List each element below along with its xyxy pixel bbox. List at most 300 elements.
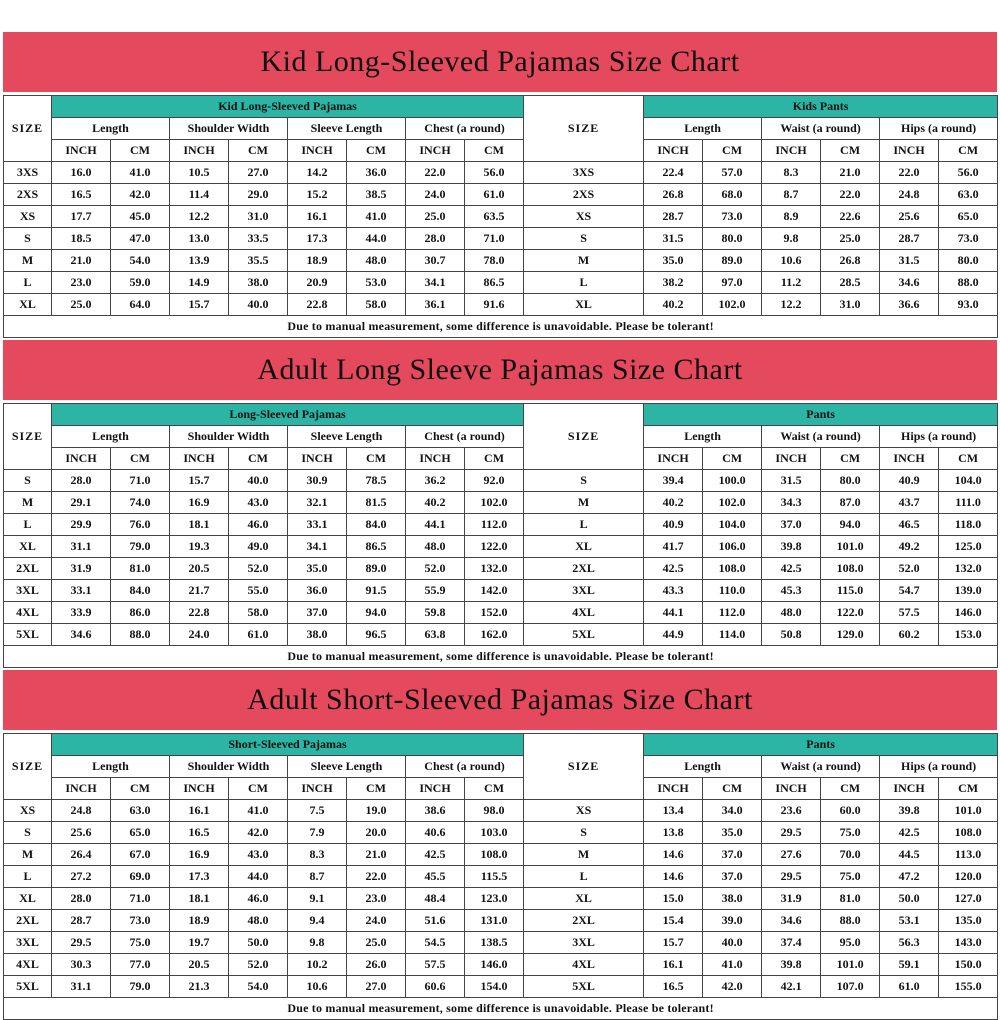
- row-size-label: L: [4, 272, 52, 294]
- measurement-value: 28.7: [52, 910, 111, 932]
- measurement-value: 78.5: [347, 470, 406, 492]
- unit-header-cm: CM: [465, 448, 524, 470]
- row-size-label: 4XL: [4, 954, 52, 976]
- measurement-value: 42.0: [703, 976, 762, 998]
- measurement-value: 56.0: [939, 162, 998, 184]
- header-row-measures: [4, 118, 998, 140]
- header-row-units: [4, 140, 998, 162]
- measurement-value: 55.9: [406, 580, 465, 602]
- measurement-value: 138.5: [465, 932, 524, 954]
- measurement-value: 48.0: [229, 910, 288, 932]
- measurement-value: 24.0: [347, 910, 406, 932]
- measurement-value: 54.7: [880, 580, 939, 602]
- measurement-value: 102.0: [465, 492, 524, 514]
- row-size-label: L: [4, 866, 52, 888]
- size-column-header: SIZE: [524, 96, 644, 162]
- measurement-value: 17.7: [52, 206, 111, 228]
- measurement-value: 52.0: [880, 558, 939, 580]
- measurement-value: 38.5: [347, 184, 406, 206]
- measurement-value: 39.4: [644, 470, 703, 492]
- measurement-value: 42.0: [229, 822, 288, 844]
- measurement-value: 25.0: [406, 206, 465, 228]
- measurement-value: 80.0: [821, 470, 880, 492]
- measurement-value: 8.7: [762, 184, 821, 206]
- row-size-label: S: [524, 470, 644, 492]
- measurement-value: 34.6: [762, 910, 821, 932]
- measurement-value: 39.0: [703, 910, 762, 932]
- measurement-value: 28.0: [52, 888, 111, 910]
- measure-header: Hips (a round): [880, 756, 998, 778]
- measurement-value: 41.0: [111, 162, 170, 184]
- header-row-units: [4, 778, 998, 800]
- measurement-value: 61.0: [229, 624, 288, 646]
- measurement-value: 25.0: [347, 932, 406, 954]
- unit-header-cm: CM: [465, 140, 524, 162]
- measurement-value: 55.0: [229, 580, 288, 602]
- measurement-value: 42.5: [880, 822, 939, 844]
- table-row: [4, 250, 998, 272]
- row-size-label: S: [524, 228, 644, 250]
- measurement-value: 16.1: [170, 800, 229, 822]
- measurement-value: 70.0: [821, 844, 880, 866]
- measurement-value: 96.5: [347, 624, 406, 646]
- measurement-value: 45.5: [406, 866, 465, 888]
- left-table-group-header: Kid Long-Sleeved Pajamas: [52, 96, 524, 118]
- size-chart-sections: [0, 32, 1000, 1020]
- measurement-value: 20.5: [170, 558, 229, 580]
- measurement-value: 40.0: [229, 470, 288, 492]
- table-row: [4, 580, 998, 602]
- row-size-label: 3XL: [524, 580, 644, 602]
- measurement-value: 34.0: [703, 800, 762, 822]
- measurement-value: 48.4: [406, 888, 465, 910]
- measurement-value: 56.0: [465, 162, 524, 184]
- measurement-value: 112.0: [703, 602, 762, 624]
- unit-header-inch: INCH: [170, 448, 229, 470]
- measurement-value: 41.0: [229, 800, 288, 822]
- unit-header-cm: CM: [939, 778, 998, 800]
- row-size-label: L: [524, 866, 644, 888]
- measurement-value: 40.2: [644, 492, 703, 514]
- table-row: [4, 866, 998, 888]
- unit-header-inch: INCH: [644, 448, 703, 470]
- measurement-value: 14.2: [288, 162, 347, 184]
- measurement-value: 37.0: [703, 844, 762, 866]
- measurement-value: 22.0: [406, 162, 465, 184]
- measurement-value: 31.1: [52, 536, 111, 558]
- unit-header-cm: CM: [821, 140, 880, 162]
- row-size-label: 3XS: [524, 162, 644, 184]
- unit-header-cm: CM: [703, 140, 762, 162]
- measurement-value: 29.9: [52, 514, 111, 536]
- measurement-value: 28.7: [644, 206, 703, 228]
- header-row-group: [4, 734, 998, 756]
- measurement-value: 57.5: [880, 602, 939, 624]
- measurement-value: 25.6: [880, 206, 939, 228]
- measurement-value: 127.0: [939, 888, 998, 910]
- unit-header-cm: CM: [821, 448, 880, 470]
- measurement-value: 17.3: [288, 228, 347, 250]
- measurement-value: 84.0: [347, 514, 406, 536]
- table-body: [4, 404, 998, 668]
- left-table-group-header: Long-Sleeved Pajamas: [52, 404, 524, 426]
- measurement-value: 16.9: [170, 844, 229, 866]
- row-size-label: 2XS: [524, 184, 644, 206]
- measurement-value: 146.0: [939, 602, 998, 624]
- measurement-value: 43.0: [229, 492, 288, 514]
- measurement-value: 12.2: [762, 294, 821, 316]
- row-size-label: 2XL: [524, 558, 644, 580]
- measurement-value: 71.0: [465, 228, 524, 250]
- measure-header: Waist (a round): [762, 118, 880, 140]
- measurement-value: 67.0: [111, 844, 170, 866]
- measurement-value: 10.6: [762, 250, 821, 272]
- measurement-value: 106.0: [703, 536, 762, 558]
- measurement-value: 75.0: [821, 822, 880, 844]
- measurement-value: 18.9: [170, 910, 229, 932]
- table-row: [4, 822, 998, 844]
- row-size-label: XL: [524, 294, 644, 316]
- measurement-value: 53.1: [880, 910, 939, 932]
- measurement-value: 59.1: [880, 954, 939, 976]
- measurement-value: 101.0: [821, 536, 880, 558]
- measurement-value: 40.0: [229, 294, 288, 316]
- measurement-value: 30.9: [288, 470, 347, 492]
- measurement-value: 71.0: [111, 888, 170, 910]
- unit-header-inch: INCH: [52, 448, 111, 470]
- measurement-value: 100.0: [703, 470, 762, 492]
- measurement-value: 20.0: [347, 822, 406, 844]
- measurement-value: 7.5: [288, 800, 347, 822]
- header-row-group: [4, 96, 998, 118]
- measurement-value: 29.5: [762, 822, 821, 844]
- measurement-value: 13.9: [170, 250, 229, 272]
- measurement-value: 28.0: [406, 228, 465, 250]
- measurement-value: 30.3: [52, 954, 111, 976]
- measurement-value: 112.0: [465, 514, 524, 536]
- measurement-value: 38.0: [229, 272, 288, 294]
- measurement-value: 20.5: [170, 954, 229, 976]
- row-size-label: L: [524, 514, 644, 536]
- row-size-label: XL: [4, 888, 52, 910]
- measurement-value: 24.0: [170, 624, 229, 646]
- measurement-value: 111.0: [939, 492, 998, 514]
- row-size-label: 5XL: [4, 624, 52, 646]
- measurement-value: 16.0: [52, 162, 111, 184]
- measurement-value: 81.5: [347, 492, 406, 514]
- measurement-value: 24.0: [406, 184, 465, 206]
- measurement-value: 54.5: [406, 932, 465, 954]
- header-row-group: [4, 404, 998, 426]
- measurement-value: 48.0: [406, 536, 465, 558]
- measurement-value: 89.0: [703, 250, 762, 272]
- table-row: [4, 602, 998, 624]
- measurement-value: 115.0: [821, 580, 880, 602]
- measurement-value: 154.0: [465, 976, 524, 998]
- measurement-value: 47.2: [880, 866, 939, 888]
- measurement-value: 21.3: [170, 976, 229, 998]
- unit-header-inch: INCH: [644, 778, 703, 800]
- measurement-value: 38.2: [644, 272, 703, 294]
- measurement-value: 81.0: [111, 558, 170, 580]
- row-size-label: 5XL: [524, 624, 644, 646]
- unit-header-inch: INCH: [288, 778, 347, 800]
- unit-header-inch: INCH: [762, 448, 821, 470]
- measure-header: Length: [52, 756, 170, 778]
- measurement-value: 64.0: [111, 294, 170, 316]
- measurement-value: 108.0: [939, 822, 998, 844]
- measurement-value: 39.8: [762, 536, 821, 558]
- measure-header: Sleeve Length: [288, 118, 406, 140]
- measurement-value: 65.0: [111, 822, 170, 844]
- measurement-value: 22.0: [880, 162, 939, 184]
- right-table-group-header: Pants: [644, 404, 998, 426]
- measurement-value: 35.0: [644, 250, 703, 272]
- size-chart-table: [3, 95, 998, 338]
- measurement-value: 22.0: [347, 866, 406, 888]
- measurement-value: 31.5: [880, 250, 939, 272]
- table-row: [4, 492, 998, 514]
- measurement-value: 143.0: [939, 932, 998, 954]
- measurement-value: 61.0: [465, 184, 524, 206]
- row-size-label: 3XL: [4, 932, 52, 954]
- measurement-value: 61.0: [880, 976, 939, 998]
- measurement-value: 24.8: [880, 184, 939, 206]
- table-row: [4, 844, 998, 866]
- measurement-value: 28.5: [821, 272, 880, 294]
- row-size-label: M: [524, 250, 644, 272]
- measurement-value: 22.8: [170, 602, 229, 624]
- disclaimer-text: Due to manual measurement, some difference is unavoidable. Please be tolerant!: [4, 646, 998, 668]
- measurement-value: 36.0: [347, 162, 406, 184]
- row-size-label: L: [4, 514, 52, 536]
- measurement-value: 33.1: [288, 514, 347, 536]
- size-chart-table: [3, 403, 998, 668]
- measurement-value: 15.2: [288, 184, 347, 206]
- table-body: [4, 734, 998, 1020]
- measure-header: Shoulder Width: [170, 426, 288, 448]
- table-row: [4, 800, 998, 822]
- measurement-value: 15.0: [644, 888, 703, 910]
- row-size-label: M: [524, 492, 644, 514]
- measurement-value: 8.3: [762, 162, 821, 184]
- measurement-value: 57.5: [406, 954, 465, 976]
- measurement-value: 36.6: [880, 294, 939, 316]
- measurement-value: 50.0: [229, 932, 288, 954]
- row-size-label: XS: [524, 800, 644, 822]
- measurement-value: 51.6: [406, 910, 465, 932]
- measurement-value: 79.0: [111, 976, 170, 998]
- row-size-label: 5XL: [4, 976, 52, 998]
- measurement-value: 9.1: [288, 888, 347, 910]
- measurement-value: 46.0: [229, 888, 288, 910]
- unit-header-inch: INCH: [762, 140, 821, 162]
- row-size-label: S: [4, 822, 52, 844]
- measurement-value: 20.9: [288, 272, 347, 294]
- measurement-value: 14.6: [644, 844, 703, 866]
- measurement-value: 94.0: [821, 514, 880, 536]
- measurement-value: 39.8: [762, 954, 821, 976]
- measurement-value: 48.0: [762, 602, 821, 624]
- measurement-value: 18.1: [170, 888, 229, 910]
- measurement-value: 41.0: [703, 954, 762, 976]
- disclaimer-row: [4, 646, 998, 668]
- measurement-value: 23.6: [762, 800, 821, 822]
- measurement-value: 131.0: [465, 910, 524, 932]
- measurement-value: 41.0: [347, 206, 406, 228]
- left-table-group-header: Short-Sleeved Pajamas: [52, 734, 524, 756]
- measurement-value: 31.9: [52, 558, 111, 580]
- measurement-value: 108.0: [465, 844, 524, 866]
- measurement-value: 73.0: [703, 206, 762, 228]
- unit-header-cm: CM: [703, 448, 762, 470]
- measurement-value: 44.9: [644, 624, 703, 646]
- measurement-value: 59.8: [406, 602, 465, 624]
- measurement-value: 122.0: [465, 536, 524, 558]
- measurement-value: 60.6: [406, 976, 465, 998]
- measurement-value: 73.0: [939, 228, 998, 250]
- measurement-value: 36.1: [406, 294, 465, 316]
- measurement-value: 19.7: [170, 932, 229, 954]
- unit-header-cm: CM: [111, 140, 170, 162]
- table-row: [4, 272, 998, 294]
- measurement-value: 45.3: [762, 580, 821, 602]
- measurement-value: 22.8: [288, 294, 347, 316]
- row-size-label: XS: [4, 206, 52, 228]
- measurement-value: 21.0: [821, 162, 880, 184]
- measurement-value: 40.2: [406, 492, 465, 514]
- unit-header-inch: INCH: [880, 778, 939, 800]
- unit-header-cm: CM: [465, 778, 524, 800]
- measurement-value: 87.0: [821, 492, 880, 514]
- measurement-value: 37.0: [703, 866, 762, 888]
- row-size-label: XS: [4, 800, 52, 822]
- unit-header-cm: CM: [111, 448, 170, 470]
- measurement-value: 25.6: [52, 822, 111, 844]
- measurement-value: 86.0: [111, 602, 170, 624]
- measurement-value: 88.0: [821, 910, 880, 932]
- measurement-value: 27.2: [52, 866, 111, 888]
- measurement-value: 7.9: [288, 822, 347, 844]
- measurement-value: 26.4: [52, 844, 111, 866]
- measurement-value: 33.5: [229, 228, 288, 250]
- table-row: [4, 536, 998, 558]
- measurement-value: 42.0: [111, 184, 170, 206]
- unit-header-inch: INCH: [170, 140, 229, 162]
- measurement-value: 97.0: [703, 272, 762, 294]
- measurement-value: 63.0: [939, 184, 998, 206]
- measurement-value: 37.0: [288, 602, 347, 624]
- measurement-value: 35.5: [229, 250, 288, 272]
- measurement-value: 86.5: [347, 536, 406, 558]
- table-row: [4, 624, 998, 646]
- measurement-value: 108.0: [703, 558, 762, 580]
- measurement-value: 34.1: [288, 536, 347, 558]
- measurement-value: 42.5: [762, 558, 821, 580]
- size-column-header: SIZE: [524, 404, 644, 470]
- measurement-value: 34.6: [880, 272, 939, 294]
- section-title-banner: [3, 340, 997, 400]
- measurement-value: 150.0: [939, 954, 998, 976]
- measurement-value: 44.0: [229, 866, 288, 888]
- measurement-value: 108.0: [821, 558, 880, 580]
- measurement-value: 54.0: [111, 250, 170, 272]
- measurement-value: 88.0: [939, 272, 998, 294]
- measurement-value: 50.8: [762, 624, 821, 646]
- table-row: [4, 558, 998, 580]
- measurement-value: 18.5: [52, 228, 111, 250]
- measurement-value: 19.3: [170, 536, 229, 558]
- unit-header-cm: CM: [347, 140, 406, 162]
- measurement-value: 89.0: [347, 558, 406, 580]
- measurement-value: 34.3: [762, 492, 821, 514]
- measurement-value: 103.0: [465, 822, 524, 844]
- measurement-value: 118.0: [939, 514, 998, 536]
- measurement-value: 44.1: [406, 514, 465, 536]
- measurement-value: 129.0: [821, 624, 880, 646]
- section-title: Adult Long Sleeve Pajamas Size Chart: [257, 353, 743, 386]
- measurement-value: 57.0: [703, 162, 762, 184]
- disclaimer-row: [4, 316, 998, 338]
- measurement-value: 43.7: [880, 492, 939, 514]
- measurement-value: 162.0: [465, 624, 524, 646]
- measurement-value: 42.1: [762, 976, 821, 998]
- measure-header: Shoulder Width: [170, 756, 288, 778]
- measurement-value: 35.0: [288, 558, 347, 580]
- measurement-value: 65.0: [939, 206, 998, 228]
- measurement-value: 95.0: [821, 932, 880, 954]
- table-row: [4, 514, 998, 536]
- size-column-header: SIZE: [524, 734, 644, 800]
- measurement-value: 104.0: [703, 514, 762, 536]
- size-chart-table: [3, 733, 998, 1020]
- measurement-value: 63.8: [406, 624, 465, 646]
- row-size-label: 2XS: [4, 184, 52, 206]
- disclaimer-text: Due to manual measurement, some difference is unavoidable. Please be tolerant!: [4, 998, 998, 1020]
- measurement-value: 18.9: [288, 250, 347, 272]
- measurement-value: 60.2: [880, 624, 939, 646]
- unit-header-inch: INCH: [170, 778, 229, 800]
- size-chart-section-3: [3, 670, 997, 1020]
- measurement-value: 40.9: [644, 514, 703, 536]
- measurement-value: 146.0: [465, 954, 524, 976]
- measurement-value: 10.5: [170, 162, 229, 184]
- measurement-value: 58.0: [347, 294, 406, 316]
- measurement-value: 31.5: [762, 470, 821, 492]
- measurement-value: 13.8: [644, 822, 703, 844]
- measurement-value: 15.7: [644, 932, 703, 954]
- measurement-value: 45.0: [111, 206, 170, 228]
- row-size-label: XS: [524, 206, 644, 228]
- measurement-value: 120.0: [939, 866, 998, 888]
- measurement-value: 9.8: [762, 228, 821, 250]
- section-title-banner: [3, 670, 997, 730]
- measurement-value: 92.0: [465, 470, 524, 492]
- measurement-value: 21.7: [170, 580, 229, 602]
- measurement-value: 155.0: [939, 976, 998, 998]
- unit-header-cm: CM: [821, 778, 880, 800]
- measurement-value: 110.0: [703, 580, 762, 602]
- measurement-value: 43.3: [644, 580, 703, 602]
- measurement-value: 19.0: [347, 800, 406, 822]
- measurement-value: 43.0: [229, 844, 288, 866]
- measurement-value: 59.0: [111, 272, 170, 294]
- measure-header: Hips (a round): [880, 426, 998, 448]
- measurement-value: 15.4: [644, 910, 703, 932]
- measure-header: Chest (a round): [406, 118, 524, 140]
- measurement-value: 31.0: [229, 206, 288, 228]
- measurement-value: 76.0: [111, 514, 170, 536]
